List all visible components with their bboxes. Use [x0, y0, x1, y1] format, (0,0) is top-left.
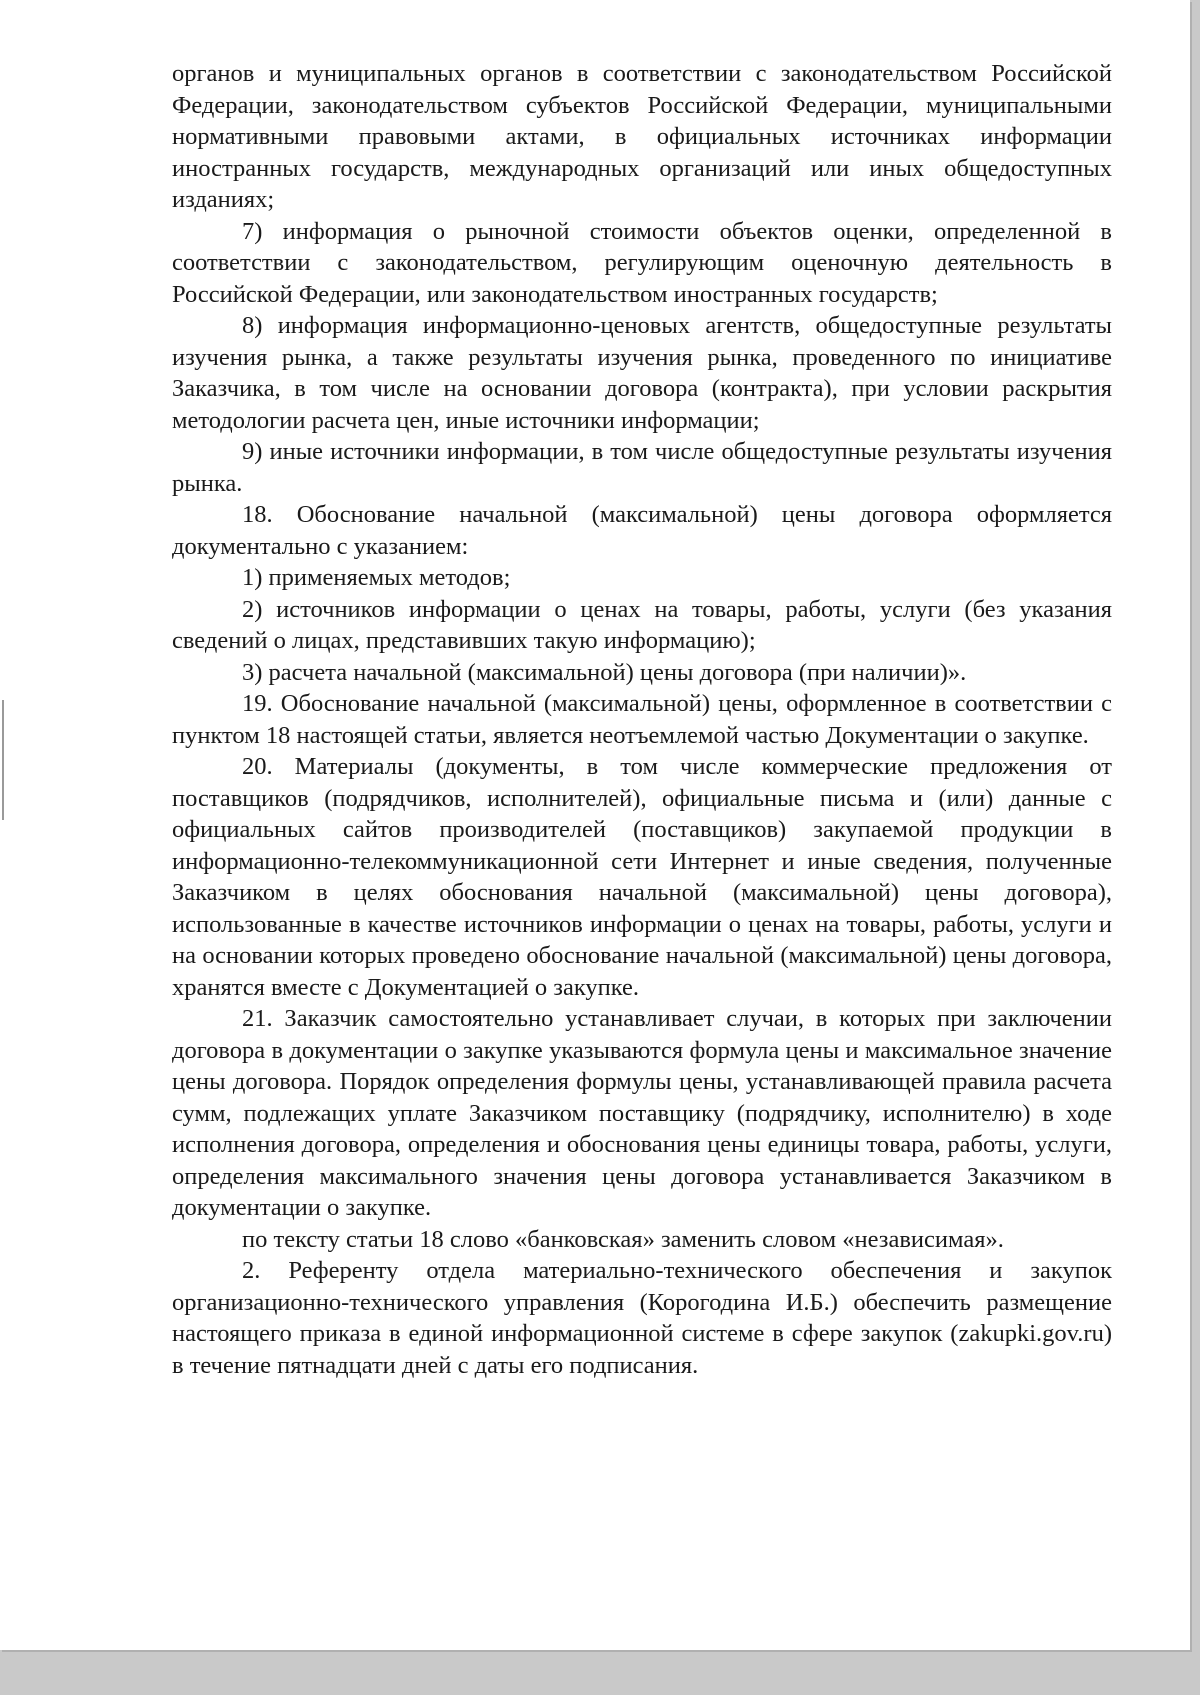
- paragraph-amendment: по тексту статьи 18 слово «банковская» заменить словом «независимая».: [242, 1225, 1004, 1253]
- paragraph-item-7: 7) информация о рыночной стоимости объектов оценки, определенной в соответствии с законодательством, регулирующим оценочную деятельность в Российской Федерации, или законодательством иностранных государств;: [172, 217, 1112, 308]
- paragraph-order-2: 2. Референту отдела материально-технического обеспечения и закупок организационно-технического управления (Корогодина И.Б.) обеспечить размещение настоящего приказа в единой информационной системе в сфере закупок (zakupki.gov.ru) в течение пятнадцати дней с даты его подписания.: [172, 1257, 1112, 1379]
- paragraph-clause-18: 18. Обоснование начальной (максимальной) цены договора оформляется документально с указанием:: [172, 501, 1112, 560]
- paragraph-continuation: органов и муниципальных органов в соответствии с законодательством Российской Федерации, законодательством субъектов Российской Федерации, муниципальными нормативными правовыми актами, в официальных источниках информации иностранных государств, международных организаций или иных общедоступных изданиях;: [172, 60, 1112, 213]
- paragraph-clause-20: 20. Материалы (документы, в том числе коммерческие предложения от поставщиков (подрядчиков, исполнителей), официальные письма и (или) данные с официальных сайтов производителей (поставщиков) закупаемой продукции в информационно-телекоммуникационной сети Интернет и иные сведения, полученные Заказчиком в целях обоснования начальной (максимальной) цены договора), использованные в качестве источников информации о ценах на товары, работы, услуги и на основании которых проведено обоснование начальной (максимальной) цены договора, хранятся вместе с Документацией о закупке.: [172, 753, 1112, 1001]
- paragraph-item-8: 8) информация информационно-ценовых агентств, общедоступные результаты изучения рынка, а также результаты изучения рынка, проведенного по инициативе Заказчика, в том числе на основании договора (контракта), при условии раскрытия методологии расчета цен, иные источники информации;: [172, 312, 1112, 434]
- paragraph-item-9: 9) иные источники информации, в том числе общедоступные результаты изучения рынка.: [172, 438, 1112, 497]
- paragraph-clause-21: 21. Заказчик самостоятельно устанавливает случаи, в которых при заключении договора в документации о закупке указываются формула цены и максимальное значение цены договора. Порядок определения формулы цены, устанавливающей правила расчета сумм, подлежащих уплате Заказчиком поставщику (подрядчику, исполнителю) в ходе исполнения договора, определения и обоснования цены единицы товара, работы, услуги, определения максимального значения цены договора устанавливается Заказчиком в документации о закупке.: [172, 1005, 1112, 1221]
- paragraph-clause-18-item-3: 3) расчета начальной (максимальной) цены договора (при наличии)».: [242, 658, 967, 686]
- paragraph-clause-18-item-1: 1) применяемых методов;: [242, 564, 511, 591]
- paragraph-clause-19: 19. Обоснование начальной (максимальной) цены, оформленное в соответствии с пунктом 18 настоящей статьи, является неотъемлемой частью Документации о закупке.: [172, 690, 1112, 749]
- scan-edge-mark: [2, 700, 4, 820]
- document-body: [172, 58, 1112, 1381]
- paragraph-clause-18-item-2: 2) источников информации о ценах на товары, работы, услуги (без указания сведений о лицах, представивших такую информацию);: [172, 595, 1112, 654]
